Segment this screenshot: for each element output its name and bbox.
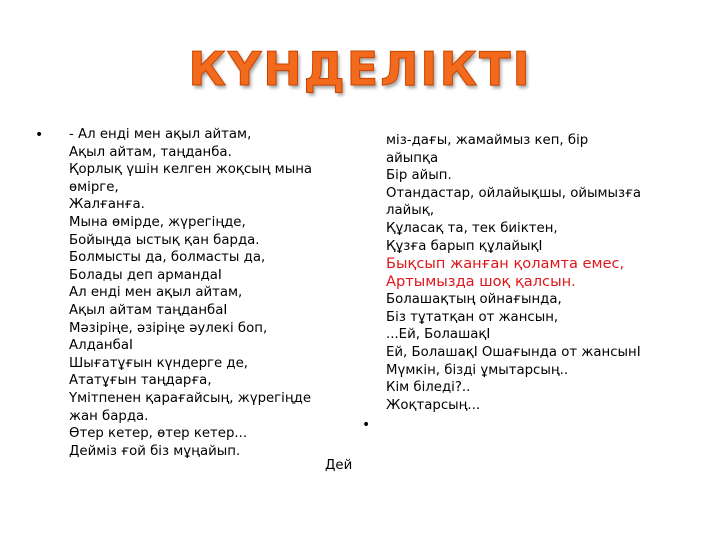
poem-line: Ақыл айтам, таңданба. (69, 144, 232, 160)
highlight-line: Бықсып жанған қоламта емес, (386, 255, 625, 273)
poem-line: Болады деп армандаI (69, 267, 222, 283)
poem-line: Бір айып. (386, 168, 452, 184)
poem-line: Болашақтың ойнағында, (386, 292, 562, 308)
highlight-line: Артымызда шоқ қалсын. (386, 273, 576, 291)
poem-line: Жалғанға. (69, 197, 145, 213)
bullet-dot-icon: • (35, 127, 44, 143)
poem-line: Ататұғын таңдарға, (69, 373, 212, 389)
poem-line: Мүмкін, бізді ұмытарсың.. (386, 362, 569, 378)
poem-line: Мына өмірде, жүрегіңде, (69, 214, 246, 230)
right-poem-column (386, 132, 641, 414)
poem-line: Дейміз ғой біз мұңайып. (69, 443, 241, 459)
poem-line: Үмітпенен қарағайсың, жүрегіңде (69, 390, 312, 406)
poem-line: Құзға барып құлайықI (386, 238, 543, 254)
poem-line: Қорлық үшін келген жоқсың мына (69, 162, 313, 178)
poem-line: Өтер кетер, өтер кетер... (69, 426, 248, 442)
poem-line: - Ал енді мен ақыл айтам, (69, 127, 252, 142)
poem-line: міз-дағы, жамаймыз кеп, бір (386, 133, 589, 148)
poem-line: Мәзіріңе, әзіріңе әулекі боп, (69, 320, 268, 336)
poem-line: Шығатұғын күндерге де, (69, 355, 249, 371)
left-poem-column (69, 126, 312, 460)
trailing-word: Дей (325, 458, 353, 473)
poem-line: жан барда. (69, 408, 149, 424)
slide-title: КҮНДЕЛІКТІ (188, 42, 532, 96)
poem-line: Кім біледі?.. (386, 380, 471, 396)
poem-line: Ақыл айтам таңданбаI (69, 302, 228, 318)
bullet-dot-icon: • (362, 417, 371, 433)
poem-line: АлданбаI (69, 338, 133, 354)
poem-line: Ей, БолашақI Ошағында от жансынI (386, 344, 641, 360)
poem-line: лайық, (386, 203, 435, 219)
poem-line: өмірге, (69, 179, 119, 195)
poem-line: Біз тұтатқан от жансын, (386, 309, 559, 325)
poem-line: айыпқа (386, 150, 439, 166)
poem-line: Бойыңда ыстық қан барда. (69, 232, 260, 248)
poem-line: Болмысты да, болмасты да, (69, 250, 266, 266)
poem-line: Құласақ та, тек биіктен, (386, 220, 558, 236)
poem-line: Ал енді мен ақыл айтам, (69, 285, 243, 301)
poem-line: Жоқтарсың... (386, 397, 481, 413)
poem-line: ...Ей, БолашақI (386, 327, 491, 343)
poem-line: Отандастар, ойлайықшы, ойымызға (386, 185, 642, 201)
